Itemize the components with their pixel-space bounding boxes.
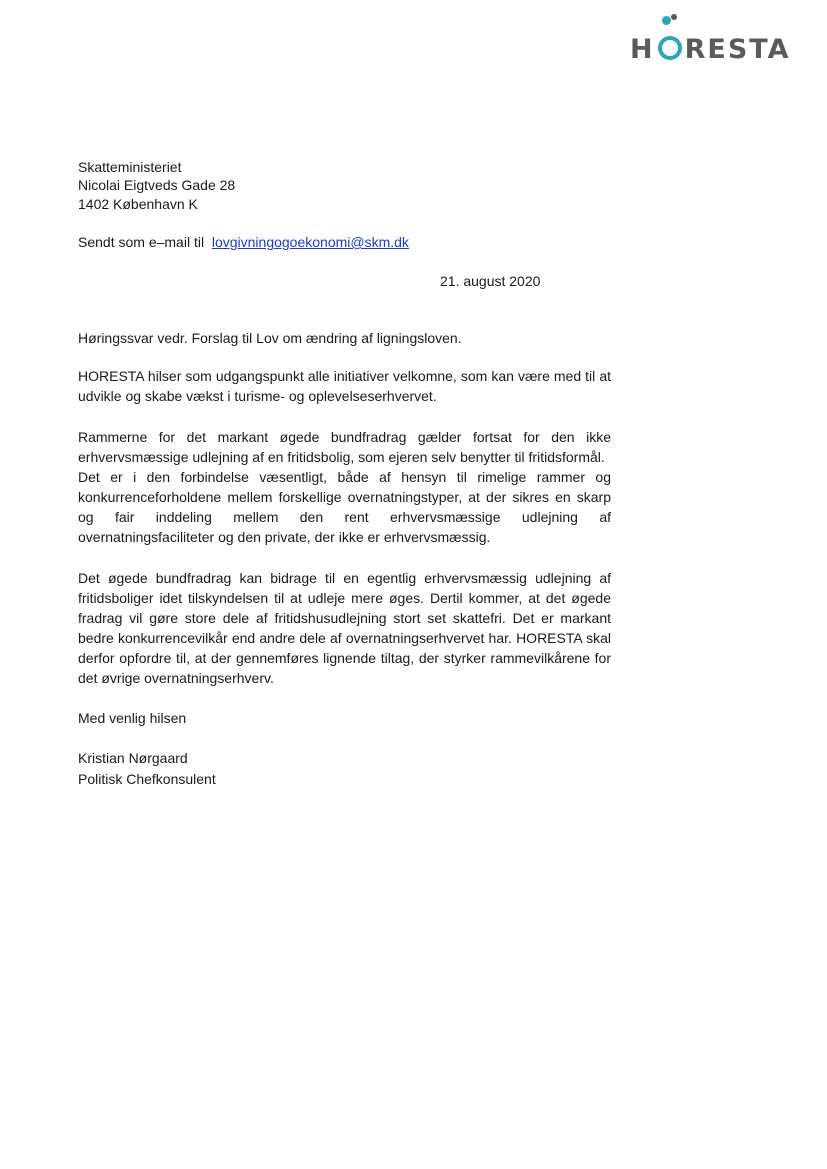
paragraph-1	[78, 366, 611, 406]
horesta-logo	[630, 14, 791, 65]
letter-date: 21. august 2020	[440, 273, 541, 289]
recipient-street: Nicolai Eigtveds Gade 28	[78, 177, 236, 193]
sent-via-prefix: Sendt som e–mail til	[78, 234, 205, 250]
recipient-city: 1402 København K	[78, 196, 198, 212]
signature-title: Politisk Chefkonsulent	[78, 771, 216, 787]
closing-greeting: Med venlig hilsen	[78, 710, 187, 726]
logo-drop-teal	[662, 16, 671, 25]
paragraph-3-text: Det øgede bundfradrag kan bidrage til en egentlig erhvervsmæssig udlejning af fritidsboliger idet tilskyndelsen til at udleje mere øges. Dertil kommer, at det øgede fradrag vil gøre store dele af fritidshusudlejning stort set skattefri. Det er markant bedre konkurrencevilkår end andre dele af overnatningserhvervet har. HORESTA skal derfor opfordre til, at der gennemføres lignende tiltag, der styrker rammevilkårene for det øvrige overnatningserhverv.	[78, 570, 611, 686]
email-link[interactable]: lovgivningogoekonomi@skm.dk	[211, 234, 409, 250]
paragraph-2b-text: Det er i den forbindelse væsentligt, både af hensyn til rimelige rammer og konkurrenceforholdene mellem forskellige overnatningstyper, at der sikres en skarp og fair inddeling mellem den rent erhvervsmæssige udlejning af overnatningsfaciliteter og den private, der ikke er erhvervsmæssig.	[78, 469, 611, 545]
paragraph-2a-text: Rammerne for det markant øgede bundfradrag gælder fortsat for den ikke erhvervsmæssige udlejning af en fritidsbolig, som ejeren selv benytter til fritidsformål.	[78, 429, 611, 465]
subject-line: Høringssvar vedr. Forslag til Lov om ændring af ligningsloven.	[78, 330, 462, 346]
paragraph-2	[78, 427, 611, 547]
logo-wordmark: H RESTA	[630, 34, 791, 65]
paragraph-1-text: HORESTA hilser som udgangspunkt alle initiativer velkomne, som kan være med til at udvikle og skabe vækst i turisme- og oplevelseserhvervet.	[78, 368, 611, 404]
sent-via-line	[78, 233, 409, 251]
paragraph-3	[78, 568, 611, 688]
signature-name: Kristian Nørgaard	[78, 750, 188, 766]
logo-drop-grey	[671, 14, 677, 20]
recipient-name: Skatteministeriet	[78, 159, 182, 175]
logo-o-ring	[658, 36, 682, 60]
